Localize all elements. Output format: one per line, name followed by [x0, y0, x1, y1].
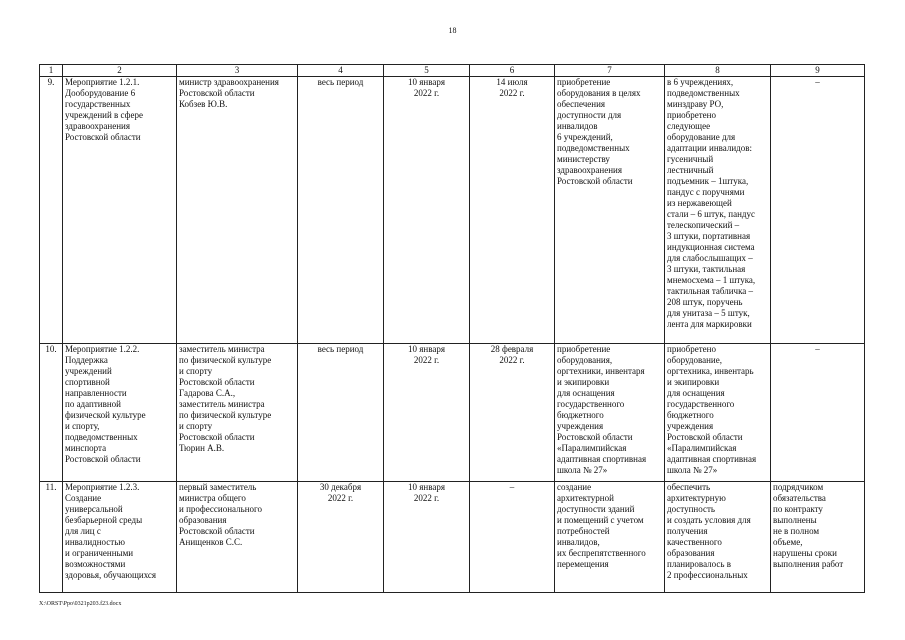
header-cell: 1 — [40, 65, 63, 77]
cell-line: 10. — [45, 344, 57, 354]
cell-line: – — [815, 77, 820, 87]
cell-line: 28 февраля — [490, 344, 534, 354]
cell-line: 2022 г. — [327, 493, 354, 503]
cell-line: доступности для — [557, 110, 622, 120]
cell-line: выполнения работ — [773, 559, 844, 569]
actual-result-cell — [665, 482, 771, 593]
cell-line: пандус с поручнями — [667, 187, 745, 197]
planned-result-cell — [555, 344, 665, 482]
actual-result-cell — [665, 344, 771, 482]
cell-line: получения — [667, 526, 708, 536]
cell-line: учреждения — [557, 421, 604, 431]
problems-cell — [771, 344, 865, 482]
cell-line: школа № 27» — [557, 465, 608, 475]
event-cell — [63, 344, 177, 482]
cell-line: в 6 учреждениях, — [667, 77, 734, 87]
cell-line: минздраву РО, — [667, 99, 724, 109]
cell-line: здоровья, обучающихся — [65, 570, 157, 580]
cell-line: инвалидов — [557, 121, 598, 131]
cell-line: 10 января — [408, 482, 445, 492]
responsible-cell — [177, 77, 298, 344]
cell-line: Ростовской области — [179, 377, 255, 387]
cell-line: лестничный — [667, 165, 714, 175]
end-date-cell — [470, 482, 555, 593]
cell-line: заместитель министра — [179, 399, 265, 409]
start-date-cell — [384, 344, 470, 482]
cell-line: для слабослышащих – — [667, 253, 753, 263]
responsible-cell — [177, 482, 298, 593]
cell-line: первый заместитель — [179, 482, 257, 492]
table-row — [40, 344, 865, 482]
cell-line: 2022 г. — [413, 493, 440, 503]
cell-line: Анищенков С.С. — [179, 537, 243, 547]
cell-line: – — [509, 482, 515, 492]
header-cell: 7 — [555, 65, 665, 77]
cell-line: учреждений в сфере — [65, 110, 143, 120]
header-cell: 9 — [771, 65, 865, 77]
header-row — [40, 65, 865, 77]
cell-line: объеме, — [773, 537, 803, 547]
cell-line: и профессионального — [179, 504, 263, 514]
cell-line: лента для маркировки — [667, 319, 752, 329]
cell-line: здравоохранения — [557, 165, 623, 175]
cell-line: 2022 г. — [499, 88, 525, 98]
responsible-cell — [177, 344, 298, 482]
cell-line: направленности — [65, 388, 127, 398]
cell-line: для унитаза – 5 штук, — [667, 308, 750, 318]
cell-line: возможностями — [65, 559, 126, 569]
cell-line: архитектурную — [667, 493, 726, 503]
cell-line: государственного — [667, 399, 735, 409]
row-number-cell — [40, 482, 63, 593]
cell-line: обязательства — [773, 493, 826, 503]
start-date-cell — [384, 482, 470, 593]
cell-line: 10 января — [408, 344, 445, 354]
cell-line: приобретено — [667, 344, 716, 354]
end-date-cell — [470, 344, 555, 482]
cell-line: обеспечения — [557, 99, 606, 109]
cell-line: бюджетного — [667, 410, 714, 420]
cell-line: министерству — [557, 154, 610, 164]
header-cell: 2 — [63, 65, 177, 77]
cell-line: Ростовской области — [557, 432, 633, 442]
cell-line: Тюрин А.В. — [179, 443, 225, 453]
row-number-cell — [40, 77, 63, 344]
cell-line: и ограниченными — [65, 548, 134, 558]
header-cell: 8 — [665, 65, 771, 77]
cell-line: 14 июля — [496, 77, 528, 87]
cell-line: их беспрепятственного — [557, 548, 646, 558]
header-cell: 3 — [177, 65, 298, 77]
cell-line: учреждения — [667, 421, 714, 431]
cell-line: и экипировки — [557, 377, 610, 387]
cell-line: бюджетного — [557, 410, 604, 420]
header-cell: 4 — [298, 65, 384, 77]
cell-line: здравоохранения — [65, 121, 131, 131]
period-cell — [298, 77, 384, 344]
cell-line: оборудования, — [557, 355, 613, 365]
cell-line: подведомственных — [65, 432, 138, 442]
cell-line: оборудование для — [667, 132, 736, 142]
cell-line: перемещения — [557, 559, 609, 569]
cell-line: спортивной — [65, 377, 110, 387]
cell-line: безбарьерной среды — [65, 515, 143, 525]
cell-line: индукционная система — [667, 242, 755, 252]
cell-line: 2022 г. — [499, 355, 525, 365]
cell-line: качественного — [667, 537, 722, 547]
cell-line: и помещений с учетом — [557, 515, 644, 525]
cell-line: для оснащения — [557, 388, 615, 398]
cell-line: 2022 г. — [413, 88, 440, 98]
cell-line: Ростовской области — [667, 432, 743, 442]
table-row — [40, 482, 865, 593]
cell-line: адаптации инвалидов: — [667, 143, 752, 153]
cell-line: следующее — [667, 121, 711, 131]
cell-line: гусеничный — [667, 154, 714, 164]
cell-line: и экипировки — [667, 377, 720, 387]
cell-line: по контракту — [773, 504, 823, 514]
cell-line: для оснащения — [667, 388, 725, 398]
cell-line: 2 профессиональных — [667, 570, 748, 580]
cell-line: для лиц с — [65, 526, 101, 536]
cell-line: Дооборудование 6 — [65, 88, 136, 98]
problems-cell — [771, 77, 865, 344]
cell-line: приобретение — [557, 344, 611, 354]
problems-cell — [771, 482, 865, 593]
cell-line: оборудование, — [667, 355, 722, 365]
cell-line: Ростовской области — [65, 132, 141, 142]
event-cell — [63, 482, 177, 593]
cell-line: стали – 6 штук, пандус — [667, 209, 755, 219]
cell-line: – — [815, 344, 820, 354]
cell-line: Ростовской области — [179, 526, 255, 536]
cell-line: телескопический – — [667, 220, 740, 230]
cell-line: Мероприятие 1.2.1. — [65, 77, 140, 87]
cell-line: подведомственных — [667, 88, 740, 98]
cell-line: оргтехники, инвентаря — [557, 366, 645, 376]
cell-line: универсальной — [65, 504, 123, 514]
header-cell: 6 — [470, 65, 555, 77]
cell-line: мнемосхема – 1 штука, — [667, 275, 756, 285]
cell-line: Ростовской области — [65, 454, 141, 464]
cell-line: подъемник – 1штука, — [667, 176, 749, 186]
cell-line: Создание — [65, 493, 102, 503]
cell-line: по адаптивной — [65, 399, 121, 409]
cell-line: Мероприятие 1.2.3. — [65, 482, 140, 492]
cell-line: учреждений — [65, 366, 112, 376]
cell-line: «Паралимпийская — [667, 443, 737, 453]
cell-line: оргтехника, инвентарь — [667, 366, 754, 376]
cell-line: по физической культуре — [179, 410, 272, 420]
planned-result-cell — [555, 482, 665, 593]
cell-line: весь период — [317, 77, 364, 87]
cell-line: Ростовской области — [557, 176, 633, 186]
page-number: 18 — [448, 26, 457, 35]
cell-line: министра общего — [179, 493, 246, 503]
cell-line: весь период — [317, 344, 364, 354]
period-cell — [298, 482, 384, 593]
cell-line: и создать условия для — [667, 515, 751, 525]
cell-line: тактильная табличка – — [667, 286, 754, 296]
cell-line: приобретение — [557, 77, 611, 87]
cell-line: государственных — [65, 99, 131, 109]
cell-line: и спорту — [179, 421, 213, 431]
cell-line: адаптивная спортивная — [667, 454, 757, 464]
cell-line: Поддержка — [65, 355, 108, 365]
cell-line: инвалидов, — [557, 537, 600, 547]
cell-line: нарушены сроки — [773, 548, 837, 558]
cell-line: и спорту, — [65, 421, 100, 431]
cell-line: архитектурной — [557, 493, 614, 503]
cell-line: доступность — [667, 504, 716, 514]
planned-result-cell — [555, 77, 665, 344]
cell-line: доступности зданий — [557, 504, 635, 514]
cell-line: Мероприятие 1.2.2. — [65, 344, 140, 354]
end-date-cell — [470, 77, 555, 344]
cell-line: по физической культуре — [179, 355, 272, 365]
cell-line: из нержавеющей — [667, 198, 732, 208]
cell-line: 9. — [47, 77, 55, 87]
cell-line: подрядчиком — [773, 482, 824, 492]
cell-line: Ростовской области — [179, 432, 255, 442]
cell-line: 3 штуки, портативная — [667, 231, 751, 241]
cell-line: потребностей — [557, 526, 610, 536]
cell-line: 3 штуки, тактильная — [667, 264, 746, 274]
cell-line: подведомственных — [557, 143, 630, 153]
header-cell: 5 — [384, 65, 470, 77]
cell-line: и спорту — [179, 366, 213, 376]
cell-line: 208 штук, поручень — [667, 297, 743, 307]
cell-line: Гадарова С.А., — [179, 388, 236, 398]
cell-line: приобретено — [667, 110, 716, 120]
cell-line: 30 декабря — [319, 482, 362, 492]
cell-line: министр здравоохранения — [179, 77, 279, 87]
cell-line: «Паралимпийская — [557, 443, 627, 453]
cell-line: обеспечить — [667, 482, 711, 492]
actual-result-cell — [665, 77, 771, 344]
cell-line: заместитель министра — [179, 344, 265, 354]
cell-line: не в полном — [773, 526, 820, 536]
cell-line: выполнены — [773, 515, 817, 525]
cell-line: физической культуре — [65, 410, 146, 420]
cell-line: инвалидностью — [65, 537, 126, 547]
cell-line: образования — [179, 515, 227, 525]
table-row — [40, 77, 865, 344]
event-cell — [63, 77, 177, 344]
cell-line: Ростовской области — [179, 88, 255, 98]
cell-line: планировалось в — [667, 559, 731, 569]
cell-line: 10 января — [408, 77, 445, 87]
events-table — [39, 64, 865, 593]
cell-line: оборудования в целях — [557, 88, 641, 98]
cell-line: Кобзев Ю.В. — [179, 99, 228, 109]
cell-line: минспорта — [65, 443, 107, 453]
cell-line: 2022 г. — [413, 355, 440, 365]
start-date-cell — [384, 77, 470, 344]
cell-line: школа № 27» — [667, 465, 718, 475]
cell-line: 6 учреждений, — [557, 132, 613, 142]
cell-line: создание — [557, 482, 592, 492]
row-number-cell — [40, 344, 63, 482]
cell-line: 11. — [45, 482, 57, 492]
cell-line: адаптивная спортивная — [557, 454, 647, 464]
cell-line: образования — [667, 548, 715, 558]
cell-line: государственного — [557, 399, 625, 409]
file-path-footer: X:\ORST\Ppo\0321p203.f23.docx — [39, 601, 122, 607]
period-cell — [298, 344, 384, 482]
